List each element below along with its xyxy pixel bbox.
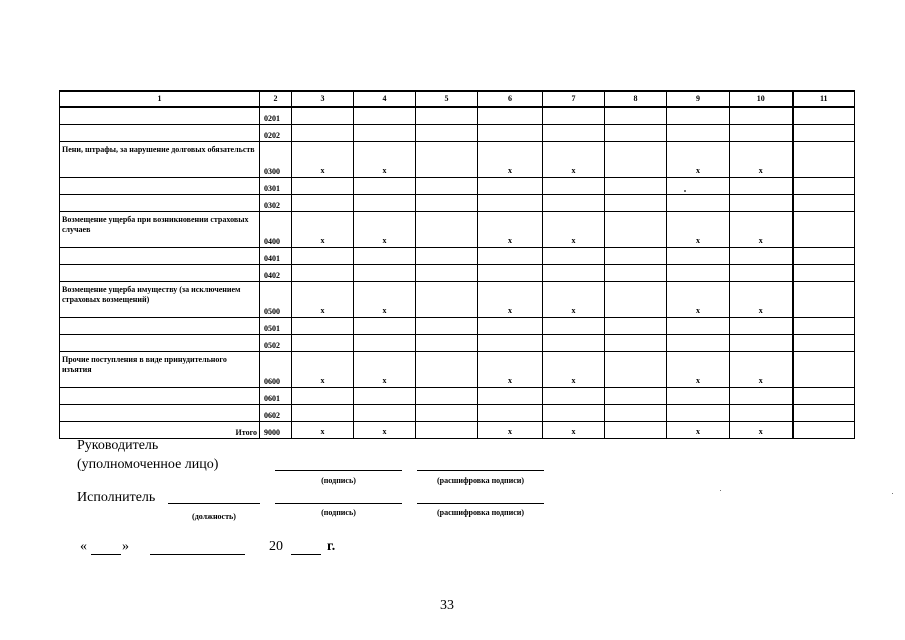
header-row (60, 91, 855, 107)
row-code: 0500 (260, 281, 292, 317)
table-cell: x (543, 281, 605, 317)
table-cell (416, 387, 478, 404)
row-name (60, 404, 260, 421)
table-cell (543, 334, 605, 351)
row-name: Итого (60, 421, 260, 438)
table-row (60, 281, 855, 317)
row-code: 0302 (260, 194, 292, 211)
page-number: 33 (440, 598, 454, 613)
row-code: 0601 (260, 387, 292, 404)
executor-name-line (417, 503, 544, 504)
row-name (60, 194, 260, 211)
table-cell (478, 247, 543, 264)
table-cell (793, 177, 855, 194)
table-cell (416, 247, 478, 264)
table-cell (478, 124, 543, 141)
table-cell (354, 107, 416, 124)
scan-speck (720, 490, 721, 491)
table-cell (605, 107, 667, 124)
column-header: 3 (292, 91, 354, 107)
column-header: 7 (543, 91, 605, 107)
table-cell (543, 177, 605, 194)
table-cell: x (543, 141, 605, 177)
table-cell (667, 247, 730, 264)
table-cell (292, 177, 354, 194)
table-row (60, 387, 855, 404)
table-cell: x (478, 211, 543, 247)
table-cell: x (354, 141, 416, 177)
table-cell (793, 264, 855, 281)
row-name: Прочие поступления в виде принудительного изъятия (60, 351, 260, 387)
table-row (60, 141, 855, 177)
table-row (60, 334, 855, 351)
table-cell (793, 124, 855, 141)
row-code: 0602 (260, 404, 292, 421)
table-cell (416, 264, 478, 281)
table-cell (292, 404, 354, 421)
table-cell (667, 317, 730, 334)
date-day-line (91, 554, 121, 555)
scan-speck (684, 190, 686, 192)
table-cell (793, 281, 855, 317)
table-cell (605, 264, 667, 281)
table-cell (478, 387, 543, 404)
table-cell (730, 177, 793, 194)
table-cell (605, 177, 667, 194)
table-cell: x (667, 141, 730, 177)
column-header: 4 (354, 91, 416, 107)
table-cell (793, 421, 855, 438)
table-row (60, 317, 855, 334)
row-code: 0202 (260, 124, 292, 141)
head-signature-caption: (подпись) (321, 476, 356, 485)
table-cell: x (730, 421, 793, 438)
table-cell: x (478, 421, 543, 438)
table-cell (605, 141, 667, 177)
table-cell (416, 107, 478, 124)
table-cell (478, 404, 543, 421)
date-close-quote: » (122, 539, 129, 554)
row-name (60, 334, 260, 351)
table-cell (793, 107, 855, 124)
table-cell (667, 177, 730, 194)
row-code: 0402 (260, 264, 292, 281)
table-cell: x (543, 421, 605, 438)
table-cell: x (292, 351, 354, 387)
table-cell (416, 141, 478, 177)
table-cell (667, 334, 730, 351)
table-cell (605, 124, 667, 141)
table-cell (416, 317, 478, 334)
table-cell: x (667, 211, 730, 247)
table-cell (793, 211, 855, 247)
table-cell (354, 387, 416, 404)
table-cell (292, 264, 354, 281)
table-row (60, 211, 855, 247)
table-cell: x (478, 281, 543, 317)
row-name (60, 107, 260, 124)
table-row (60, 107, 855, 124)
table-cell (793, 317, 855, 334)
date-month-line (150, 554, 245, 555)
table-row (60, 194, 855, 211)
table-cell (478, 177, 543, 194)
table-cell (354, 317, 416, 334)
head-label: Руководитель (77, 438, 159, 453)
table-cell (416, 124, 478, 141)
column-header: 6 (478, 91, 543, 107)
column-header: 11 (793, 91, 855, 107)
table-cell (292, 107, 354, 124)
table-cell: x (292, 421, 354, 438)
year-prefix: 20 (269, 539, 283, 554)
table-cell (730, 194, 793, 211)
table-cell (730, 124, 793, 141)
table-cell (667, 107, 730, 124)
table-cell (354, 404, 416, 421)
year-suffix: г. (327, 539, 336, 554)
table-cell (605, 334, 667, 351)
table-cell (416, 281, 478, 317)
table-row (60, 264, 855, 281)
table-cell (543, 194, 605, 211)
table-cell (543, 317, 605, 334)
table-cell (605, 404, 667, 421)
table-cell (793, 247, 855, 264)
table-cell (605, 281, 667, 317)
row-name (60, 177, 260, 194)
table-cell: x (730, 211, 793, 247)
report-table (59, 90, 855, 439)
table-cell (730, 107, 793, 124)
column-header: 9 (667, 91, 730, 107)
table-row (60, 351, 855, 387)
table-cell (730, 404, 793, 421)
table-cell (667, 194, 730, 211)
row-code: 0300 (260, 141, 292, 177)
table-cell (667, 404, 730, 421)
table-cell (543, 107, 605, 124)
executor-signature-caption: (подпись) (321, 508, 356, 517)
table-cell (478, 194, 543, 211)
row-name (60, 124, 260, 141)
column-header: 10 (730, 91, 793, 107)
table-cell (730, 334, 793, 351)
table-cell (730, 317, 793, 334)
row-name (60, 264, 260, 281)
table-cell (478, 334, 543, 351)
table-row (60, 124, 855, 141)
table-cell (605, 194, 667, 211)
table-cell (605, 351, 667, 387)
table-cell (478, 264, 543, 281)
table-cell (793, 387, 855, 404)
table-cell (354, 194, 416, 211)
table-cell: x (292, 281, 354, 317)
head-label-2: (уполномоченное лицо) (77, 457, 219, 472)
table-cell (354, 177, 416, 194)
table-cell: x (292, 211, 354, 247)
executor-position-caption: (должность) (192, 512, 236, 521)
table-cell (354, 247, 416, 264)
table-cell (605, 317, 667, 334)
table-cell (478, 317, 543, 334)
row-name (60, 317, 260, 334)
row-name: Возмещение ущерба имуществу (за исключением страховых возмещений) (60, 281, 260, 317)
row-name: Пени, штрафы, за нарушение долговых обязательств (60, 141, 260, 177)
table-cell (543, 124, 605, 141)
table-cell: x (354, 351, 416, 387)
table-cell: x (354, 421, 416, 438)
table-cell (416, 194, 478, 211)
head-signature-line (275, 470, 402, 471)
table-row (60, 247, 855, 264)
table-cell (543, 264, 605, 281)
row-code: 0301 (260, 177, 292, 194)
table-cell (292, 194, 354, 211)
table-cell: x (354, 281, 416, 317)
table-cell (730, 387, 793, 404)
table-cell (730, 247, 793, 264)
table-cell (292, 334, 354, 351)
row-name (60, 387, 260, 404)
table-cell (793, 194, 855, 211)
row-code: 9000 (260, 421, 292, 438)
table-cell (292, 124, 354, 141)
head-name-line (417, 470, 544, 471)
row-code: 0502 (260, 334, 292, 351)
row-code: 0201 (260, 107, 292, 124)
table-cell: x (478, 141, 543, 177)
table-cell: x (667, 281, 730, 317)
table-cell (605, 211, 667, 247)
column-header: 8 (605, 91, 667, 107)
date-open-quote: « (80, 539, 87, 554)
table-cell (605, 247, 667, 264)
row-name: Возмещение ущерба при возникновении страховых случаев (60, 211, 260, 247)
table-cell (793, 141, 855, 177)
table-cell: x (730, 281, 793, 317)
table-cell (605, 387, 667, 404)
column-header: 5 (416, 91, 478, 107)
table-cell (605, 421, 667, 438)
table-cell: x (292, 141, 354, 177)
table-cell (543, 247, 605, 264)
row-code: 0600 (260, 351, 292, 387)
table-cell (416, 351, 478, 387)
head-name-caption: (расшифровка подписи) (436, 476, 525, 485)
executor-signature-line (275, 503, 402, 504)
row-code: 0400 (260, 211, 292, 247)
table-cell (292, 317, 354, 334)
executor-label: Исполнитель (77, 490, 156, 505)
total-row (60, 421, 855, 438)
row-code: 0401 (260, 247, 292, 264)
table-cell (416, 334, 478, 351)
table-cell (416, 421, 478, 438)
table-cell (667, 387, 730, 404)
table-cell (793, 351, 855, 387)
table-cell: x (730, 351, 793, 387)
executor-name-caption: (расшифровка подписи) (436, 508, 525, 517)
table-row (60, 404, 855, 421)
table-cell (292, 387, 354, 404)
column-header: 2 (260, 91, 292, 107)
column-header: 1 (60, 91, 260, 107)
table-row (60, 177, 855, 194)
table-cell: x (667, 351, 730, 387)
table-cell (543, 404, 605, 421)
executor-position-line (168, 503, 260, 504)
table-cell (793, 404, 855, 421)
table-cell (354, 124, 416, 141)
table-cell (416, 177, 478, 194)
table-cell (667, 124, 730, 141)
table-cell (793, 334, 855, 351)
table-cell (730, 264, 793, 281)
table-cell: x (354, 211, 416, 247)
row-code: 0501 (260, 317, 292, 334)
table-cell (354, 264, 416, 281)
table-cell: x (543, 211, 605, 247)
table-cell (292, 247, 354, 264)
table-cell: x (543, 351, 605, 387)
table-cell (354, 334, 416, 351)
table-cell (416, 404, 478, 421)
table-cell (478, 107, 543, 124)
table-cell (667, 264, 730, 281)
table-cell (416, 211, 478, 247)
row-name (60, 247, 260, 264)
table-cell: x (730, 141, 793, 177)
table-cell: x (478, 351, 543, 387)
table-cell (543, 387, 605, 404)
year-line (291, 554, 321, 555)
table-cell: x (667, 421, 730, 438)
scan-speck (892, 493, 893, 494)
